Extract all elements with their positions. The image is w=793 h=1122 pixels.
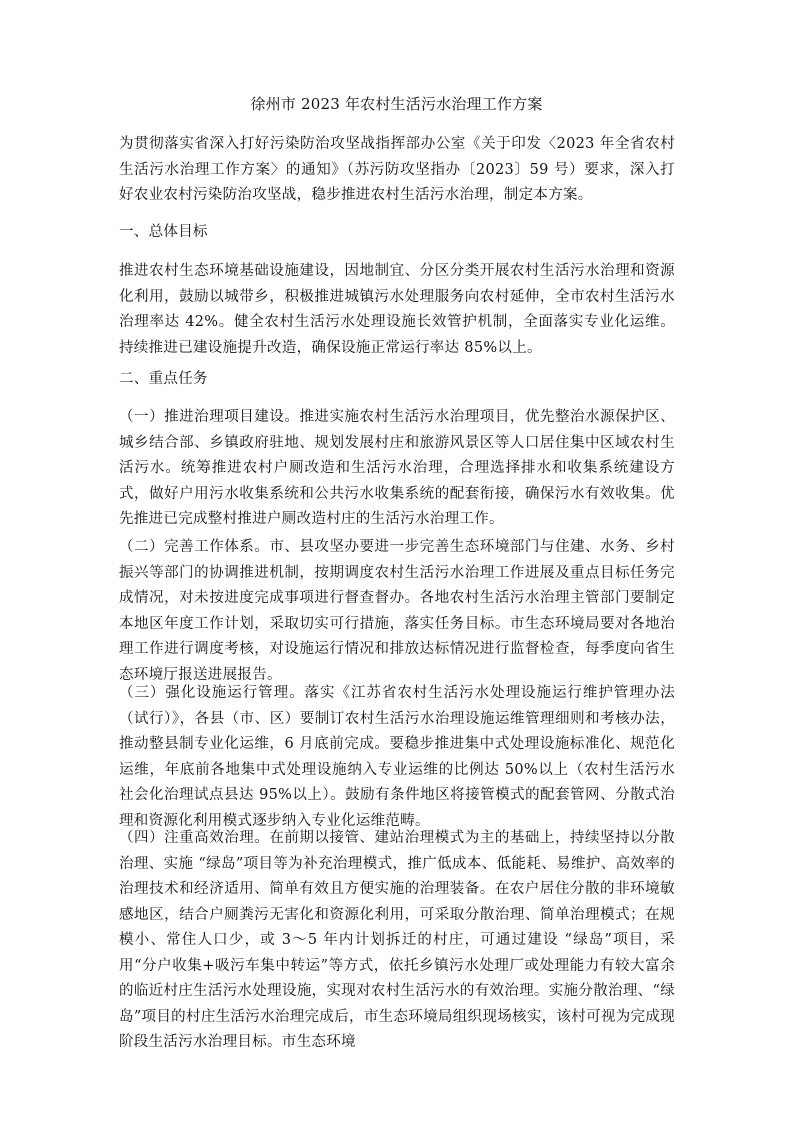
document-title: 徐州市 2023 年农村生活污水治理工作方案 <box>250 95 543 113</box>
section-heading-overall-goal: 一、总体目标 <box>119 224 208 240</box>
task-paragraph-2: （二）完善工作体系。市、县攻坚办要进一步完善生态环境部门与住建、水务、乡村振兴等部门的协调推进机制，按期调度农村生活污水治理工作进展及重点目标任务完成情况，对未按进度完成事项进行督查督办。各地农村生活污水治理主管部门要制定本地区年度工作计划，采取切实可行措施，落实任务目标。市生态环境局要对各地治理工作进行调度考核，对设施运行情况和排放达标情况进行监督检查，每季度向省生态环境厅报送进展报告。 <box>119 539 675 683</box>
task-paragraph-3: （三）强化设施运行管理。落实《江苏省农村生活污水处理设施运行维护管理办法（试行）》，各县（市、区）要制订农村生活污水治理设施运维管理细则和考核办法，推动整县制专业化运维，6 月底前完成。要稳步推进集中式处理设施标准化、规范化运维，年底前各地集中式处理设施纳入专业运维的比例达 50%以上（农村生活污水社会化治理试点县达 95%以上）。鼓励有条件地区将接管模式的配套管网、分散式治理和资源化利用模式逐步纳入专业化运维范畴。 <box>119 685 675 829</box>
overall-goal-paragraph: 推进农村生态环境基础设施建设，因地制宜、分区分类开展农村生活污水治理和资源化利用，鼓励以城带乡，积极推进城镇污水处理服务向农村延伸，全市农村生活污水治理率达 42%。健全农村生活污水处理设施长效管护机制，全面落实专业化运维。持续推进已建设施提升改造，确保设施正常运行率达 85%以上。 <box>119 263 675 356</box>
section-heading-key-tasks: 二、重点任务 <box>119 371 208 387</box>
task-paragraph-4: （四）注重高效治理。在前期以接管、建站治理模式为主的基础上，持续坚持以分散治理、实施 “绿岛”项目等为补充治理模式，推广低成本、低能耗、易维护、高效率的治理技术和经济适用、简单有效且方便实施的治理装备。在农户居住分散的非环境敏感地区，结合户厕粪污无害化和资源化利用，可采取分散治理、简单治理模式；在规模小、常住人口少，或 3～5 年内计划拆迁的村庄，可通过建设 “绿岛”项目，采用“分户收集+吸污车集中转运”等方式，依托乡镇污水处理厂或处理能力有较大富余的临近村庄生活污水处理设施，实现对农村生活污水的有效治理。实施分散治理、“绿岛”项目的村庄生活污水治理完成后，市生态环境局组织现场核实，该村可视为完成现阶段生活污水治理目标。市生态环境 <box>119 830 675 1050</box>
intro-paragraph: 为贯彻落实省深入打好污染防治攻坚战指挥部办公室《关于印发〈2023 年全省农村生活污水治理工作方案〉的通知》（苏污防攻坚指办〔2023〕59 号）要求，深入打好农业农村污染防治攻坚战，稳步推进农村生活污水治理，制定本方案。 <box>119 136 675 203</box>
task-paragraph-1: （一）推进治理项目建设。推进实施农村生活污水治理项目，优先整治水源保护区、城乡结合部、乡镇政府驻地、规划发展村庄和旅游风景区等人口居住集中区域农村生活污水。统筹推进农村户厕改造和生活污水治理，合理选择排水和收集系统建设方式，做好户用污水收集系统和公共污水收集系统的配套衔接，确保污水有效收集。优先推进已完成整村推进户厕改造村庄的生活污水治理工作。 <box>119 409 675 527</box>
